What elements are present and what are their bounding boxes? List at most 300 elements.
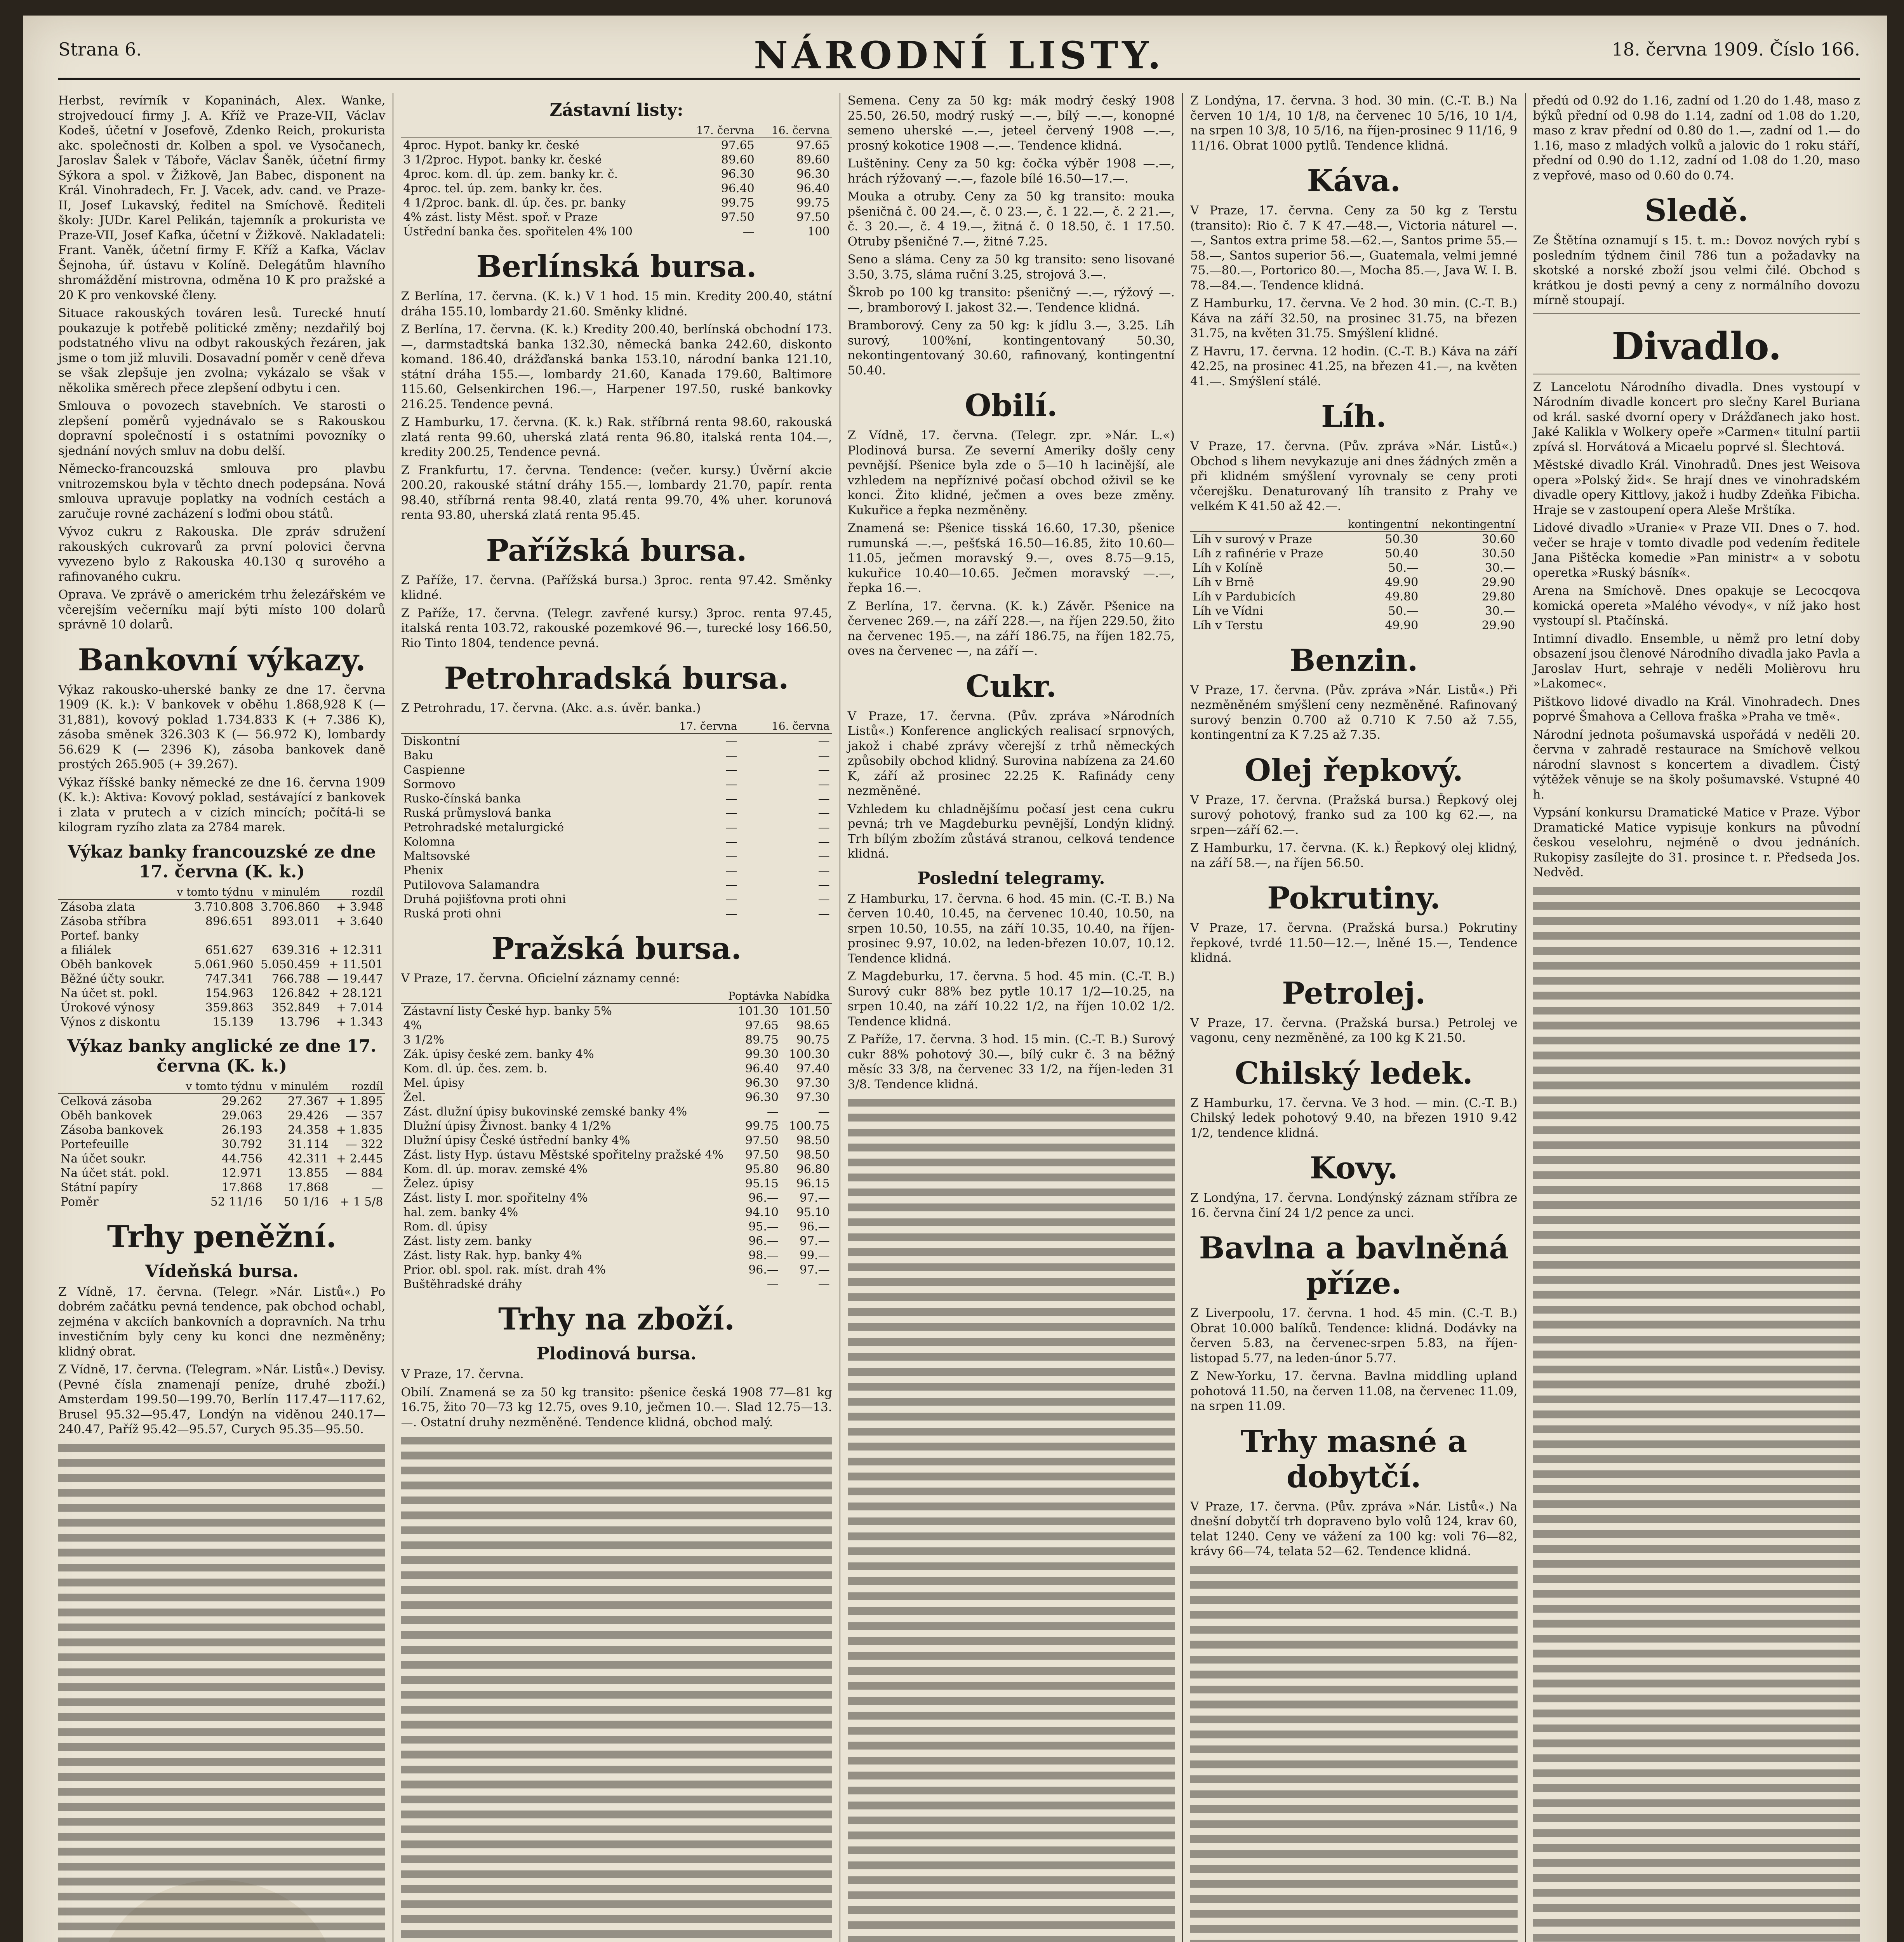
table-cell: 29.90	[1481, 618, 1515, 632]
article-paragraph: Lidové divadlo »Uranie« v Praze VII. Dnes o 7. hod. večer se hraje v tomto divadle pod vedením ředitele Jana Pištěcka komedie »Pan ministr« a v sobotu operetka »Ruský básník«.	[1533, 521, 1860, 580]
table-cell: 893.011	[271, 914, 320, 928]
table-cell: 95.80	[745, 1162, 779, 1176]
table-cell: Mel. úpisy	[403, 1076, 465, 1090]
table-row	[58, 1108, 385, 1123]
column-4	[1190, 93, 1517, 1942]
article-paragraph: Z Hamburku, 17. června. (K. k.) Řepkový olej klidný, na září 58.—, na říjen 56.50.	[1190, 841, 1518, 870]
table-heading: Výkaz banky francouzské ze dne 17. června (K. k.)	[68, 842, 376, 882]
subsection-heading: Vídeňská bursa.	[145, 1261, 299, 1281]
table-header-cell: v minulém	[265, 1079, 331, 1094]
article-paragraph: V Praze, 17. června. (Pražská bursa.) Petrolej ve vagonu, ceny nezměněné, za 100 kg K 21.50.	[1190, 1016, 1518, 1045]
article-paragraph: Z Vídně, 17. června. (Telegr. zpr. »Nár. L.«) Plodinová bursa. Ze severní Ameriky došly ceny pevnější. Pšenice byla zde o 5—10 h lacinější, ale vzhledem na nepříznivé počasí obchod oživil se ke konci. Žito klidné, ječmen a oves beze změny. Kukuřice a řepka nezměněny.	[847, 428, 1175, 517]
table-cell: + 11.501	[329, 957, 383, 971]
table-cell: 97.50	[745, 1134, 779, 1147]
table-cell: 359.863	[205, 1001, 254, 1015]
table-row	[401, 835, 832, 849]
article-paragraph: Obilí. Znamená se za 50 kg transito: pšenice česká 1908 77—81 kg 16.75, žito 70—73 kg 12.75, oves 9.10, ječmen 10.—. Slad 12.75—13.—. Ostatní druhy nezměněné. Tendence klidná, obchod malý.	[401, 1385, 832, 1429]
section-heading: Olej řepkový.	[1244, 752, 1463, 788]
table-cell: —	[742, 225, 755, 238]
article-paragraph: V Praze, 17. června. Ceny za 50 kg z Terstu (transito): Rio č. 7 K 47.—48.—, Victoria náturel —.—, Santos extra prime 58.—62.—, Santos prime 55.—58.—, Santos superior 56.—, Guatemala, velmi jemné 75.—80.—, Portorico 80.—, Mocha 85.—, Java W. I. B. 78.—84.—. Tendence klidná.	[1190, 204, 1518, 292]
table-cell: Caspienne	[403, 763, 465, 777]
table-cell: 12.971	[221, 1166, 263, 1180]
table-cell: 97.50	[745, 1148, 779, 1162]
section-heading: Bankovní výkazy.	[78, 642, 366, 678]
table-row	[401, 210, 832, 224]
table-cell: 96.30	[796, 167, 830, 181]
table-row	[401, 777, 832, 792]
table-row	[58, 914, 385, 929]
table-pledge-bonds	[401, 123, 832, 239]
table-header-row	[401, 719, 832, 734]
table-row	[401, 1191, 832, 1205]
table-cell: hal. zem. banky 4%	[403, 1206, 518, 1219]
table-row	[401, 1176, 832, 1191]
table-cell: 99.75	[745, 1119, 779, 1133]
article-paragraph: Z Magdeburku, 17. června. 5 hod. 45 min. (C.-T. B.) Surový cukr 88% bez pytle 10.17 1/2—10.25, na srpen 10.40, na září 10.22 1/2, na říjen 10.02 1/2. Tendence klidná.	[847, 969, 1175, 1028]
table-cell: —	[818, 763, 830, 777]
article-paragraph: Vzhledem ku chladnějšímu počasí jest cena cukru pevná; trh ve Magdeburku pevnější, Londýn klidný. Trh bílým zbožím zůstává stranou, celková tendence klidná.	[847, 802, 1175, 861]
table-row	[401, 806, 832, 820]
table-row	[58, 957, 385, 972]
table-row	[401, 1133, 832, 1148]
table-cell: 639.316	[271, 943, 320, 957]
table-header-cell: v minulém	[256, 885, 322, 900]
article-paragraph: Německo-francouzská smlouva pro plavbu vnitrozemskou byla v těchto dnech podepsána. Nová smlouva upravuje poplatky na vodních cestách a zaručuje rovné zacházení s loďmi obou států.	[58, 462, 386, 521]
table-header-cell: kontingentní	[1339, 517, 1421, 532]
table-cell: Ruská proti ohni	[403, 907, 501, 921]
table-cell: 24.358	[287, 1123, 329, 1137]
table-cell: Želez. úpisy	[403, 1177, 474, 1190]
article-paragraph: Z Londýna, 17. června. Londýnský záznam stříbra ze 16. června činí 24 1/2 pence za unci.	[1190, 1191, 1518, 1220]
table-row	[401, 153, 832, 167]
table-header-cell: 16. června	[740, 719, 832, 734]
article-paragraph: Znamená se: Pšenice tisská 16.60, 17.30, pšenice rumunská —.—, pešťská 16.50—16.85, žito 10.60—11.05, ječmen moravský 9.—, oves 8.75—9.15, kukuřice 10.40—10.65. Ječmen moravský —.—, řepka 16.—.	[847, 521, 1175, 595]
table-cell: 101.30	[737, 1004, 779, 1018]
section-heading: Divadlo.	[1612, 324, 1782, 368]
table-cell	[171, 929, 256, 943]
table-cell: 29.426	[287, 1108, 329, 1122]
section-heading: Trhy na zboží.	[498, 1302, 735, 1337]
table-cell: —	[818, 835, 830, 849]
table-row	[401, 734, 832, 748]
article-paragraph: Z New-Yorku, 17. června. Bavlna middling upland pohotová 11.50, na červen 11.08, na červenec 11.09, na srpen 11.09.	[1190, 1369, 1518, 1413]
table-cell: —	[818, 777, 830, 791]
table-cell: 97.—	[799, 1191, 830, 1205]
column-5	[1533, 93, 1860, 1942]
table-row	[401, 1090, 832, 1105]
table-cell: —	[818, 806, 830, 820]
section-heading: Berlínská bursa.	[476, 249, 757, 284]
table-cell: 97.30	[796, 1076, 830, 1090]
divider	[1533, 313, 1860, 314]
table-row	[401, 1004, 832, 1018]
table-cell: 97.65	[721, 139, 755, 152]
table-row	[401, 1205, 832, 1220]
table-cell: Zást. dlužní úpisy bukovinské zemské banky 4%	[403, 1105, 687, 1119]
table-row	[58, 900, 385, 914]
table-cell: 17.868	[221, 1180, 263, 1194]
table-cell: Diskontní	[403, 734, 460, 748]
table-row	[401, 892, 832, 907]
table-cell: 766.788	[271, 972, 320, 986]
table-cell: 15.139	[212, 1015, 254, 1029]
table-row	[401, 863, 832, 878]
table-cell: 29.063	[221, 1108, 263, 1122]
table-header-cell: v tomto týdnu	[179, 1079, 265, 1094]
article-paragraph: Situace rakouských továren lesů. Turecké hnutí poukazuje k potřebě politické změny; nezdařilý boj podstatného vlivu na odbyt rakouských řezáren, jak jsme o tom již mluvili. Dosavadní poměr v ceně dřeva se však zlepšuje jen zvolna; vykázalo se však v několika směrech přece zlepšení odbytu i cen.	[58, 306, 386, 395]
section-heading: Chilský ledek.	[1235, 1055, 1473, 1091]
page-header	[58, 31, 1860, 80]
article-paragraph: Z Liverpoolu, 17. června. 1 hod. 45 min. (C.-T. B.) Obrat 10.000 balíků. Tendence: klidná. Dodávky na červen 5.83, na červenec-srpen 5.83, na říjen-listopad 5.77, na leden-únor 5.77.	[1190, 1306, 1518, 1365]
table-cell: 29.90	[1481, 575, 1515, 589]
table-cell: 98.—	[748, 1249, 779, 1262]
table-cell: —	[725, 748, 737, 762]
section-heading: Trhy masné a dobytčí.	[1240, 1423, 1468, 1495]
table-cell: —	[725, 777, 737, 791]
table-row	[58, 929, 385, 943]
table-cell: + 3.640	[336, 914, 383, 928]
table-row	[401, 1248, 832, 1263]
table-cell: 29.262	[221, 1094, 263, 1108]
article-paragraph: Herbst, revírník v Kopaninách, Alex. Wanke, strojvedoucí firmy J. A. Kříž ve Praze-VII, Václav Kodeš, účetní v Josefově, Zdenko Reich, prokurista akc. společnosti dr. Kolben a spol. ve Vysočanech, Jaroslav Šalek v Táboře, Václav Šaněk, účetní firmy Sýkora a spol. v Žižkově, Jan Babec, disponent na Král. Vinohradech, Fr. J. Vacek, adv. cand. ve Praze-II, Josef Lukavský, ředitel na Smíchově. Řediteli školy: JUDr. Karel Pelikán, tajemník a prokurista ve Praze-VII, Josef Kafka, účetní v Žižkově. Nakladateli: Frant. Vaněk, účetní firmy F. Kříž a Kafka, Václav Šejnoha, úř. ústavu v Kolíně. Delegátům hlavního shromáždění mistrovna, odměna 10 K pro pražské a 20 K pro venkovské členy.	[58, 94, 386, 302]
table-row	[58, 972, 385, 986]
table-header-cell: rozdíl	[331, 1079, 386, 1094]
table-header-cell: v tomto týdnu	[171, 885, 256, 900]
table-cell: 4proc. kom. dl. úp. zem. banky kr. č.	[403, 167, 618, 181]
table-cell: —	[818, 748, 830, 762]
table-cell: 97.—	[799, 1234, 830, 1248]
table-cell: 50.—	[1388, 604, 1419, 618]
table-cell: 4proc. tel. úp. zem. banky kr. čes.	[403, 182, 603, 195]
table-cell: 98.65	[796, 1019, 830, 1032]
table-cell: 96.40	[721, 182, 755, 195]
article-paragraph: V Praze, 17. června. Oficielní záznamy cenné:	[401, 971, 680, 985]
table-cell: —	[818, 792, 830, 806]
table-cell: — 884	[345, 1166, 383, 1180]
table-cell: 99.75	[796, 196, 830, 210]
section-heading: Benzin.	[1290, 642, 1418, 678]
table-cell: Ústřední banka čes. spořitelen 4% 100	[403, 225, 633, 238]
table-cell: 30.50	[1481, 546, 1515, 560]
table-cell: Zásoba zlata	[61, 900, 136, 914]
table-cell: Na účet stát. pokl.	[61, 1166, 170, 1180]
table-cell: 13.855	[287, 1166, 329, 1180]
table-cell: 96.—	[748, 1263, 779, 1277]
table-cell: Celková zásoba	[61, 1094, 152, 1108]
table-row	[401, 1148, 832, 1162]
table-cell: Na účet st. pokl.	[61, 986, 158, 1000]
table-cell: 26.193	[221, 1123, 263, 1137]
article-paragraph: Mouka a otruby. Ceny za 50 kg transito: mouka pšeničná č. 00 24.—, č. 0 23.—, č. 1 22.—, č. 2 21.—, č. 3 20.—, č. 4 19.—, žitná č. 0 18.50, č. 1 17.50. Otruby pšeničné 7.—, žitné 7.25.	[847, 190, 1175, 249]
table-row	[401, 1263, 832, 1277]
table-cell: 30.792	[221, 1137, 263, 1151]
table-cell: 50.40	[1385, 546, 1419, 560]
article-paragraph: Z Havru, 17. června. 12 hodin. (C.-T. B.) Káva na září 42.25, na prosinec 41.25, na březen 41.—, na květen 41.—. Smýšlení stálé.	[1190, 344, 1518, 388]
table-cell: 4% zást. listy Měst. spoř. v Praze	[403, 211, 598, 224]
article-paragraph: Z Vídně, 17. června. (Telegr. »Nár. Listů«.) Po dobrém začátku pevná tendence, pak obchod ochabl, zejména v akciích bankovních a dopravních. Na trhu investičním byly ceny ku konci dne nezměněny; klidný obrat.	[58, 1284, 386, 1359]
table-row	[1190, 546, 1517, 561]
table-cell: Zást. listy Rak. hyp. banky 4%	[403, 1249, 582, 1262]
table-cell: 31.114	[287, 1137, 329, 1151]
table-cell: 17.868	[287, 1180, 329, 1194]
table-cell: Zásoba stříbra	[61, 914, 147, 928]
article-paragraph: Luštěniny. Ceny za 50 kg: čočka výběr 1908 —.—, hrách rýžovaný —.—, fazole bílé 16.50—17.—.	[847, 157, 1175, 186]
table-cell: Oběh bankovek	[61, 1108, 152, 1122]
table-cell: —	[818, 849, 830, 863]
table-row	[401, 878, 832, 892]
table-row	[401, 1061, 832, 1076]
table-row	[401, 196, 832, 210]
issue-date: 18. června 1909. Číslo 166.	[1612, 39, 1860, 60]
newspaper-page	[23, 16, 1887, 1942]
table-cell: Zásoba bankovek	[61, 1123, 163, 1137]
table-cell: 98.50	[796, 1148, 830, 1162]
table-cell: + 7.014	[336, 1001, 383, 1015]
article-paragraph: V Praze, 17. června. (Pražská bursa.) Řepkový olej surový pohotový, franko sud za 100 kg 62.—, na srpen—září 62.—.	[1190, 793, 1518, 837]
table-cell: 30.—	[1485, 561, 1515, 575]
table-row	[401, 1277, 832, 1291]
text-filler	[848, 1095, 1175, 1942]
table-cell: Rusko-čínská banka	[403, 792, 521, 806]
table-cell: 99.30	[745, 1048, 779, 1061]
table-header-cell: 17. června	[647, 719, 740, 734]
table-cell: 651.627	[205, 943, 254, 957]
table-cell: Buštěhradské dráhy	[403, 1277, 522, 1291]
table-row	[1190, 604, 1517, 618]
table-cell: —	[725, 835, 737, 849]
article-paragraph: Intimní divadlo. Ensemble, u němž pro letní doby obsazení jsou členové Národního divadla jako Pavla a Jaroslav Hurt, sehraje v neděli Molièrovu hru »Lakomec«.	[1533, 632, 1860, 691]
table-cell: —	[725, 849, 737, 863]
article-paragraph: Oprava. Ve zprávě o americkém trhu železářském ve včerejším večerníku mají býti místo 100 dolarů správně 10 dolarů.	[58, 588, 386, 632]
table-cell: 96.—	[748, 1191, 779, 1205]
table-row	[58, 1094, 385, 1108]
table-row	[401, 1105, 832, 1119]
section-heading: Pařížská bursa.	[486, 532, 747, 568]
article-paragraph: V Praze, 17. června.	[401, 1367, 524, 1381]
table-row	[58, 1001, 385, 1015]
table-header-cell: rozdíl	[322, 885, 386, 900]
table-cell: 97.65	[745, 1019, 779, 1032]
table-row	[401, 1119, 832, 1133]
text-filler	[1190, 1562, 1517, 1942]
article-paragraph: Z Vídně, 17. června. (Telegram. »Nár. Listů«.) Devisy. (Pevné čísla znamenají peníze, druhé zboží.) Amsterdam 199.50—199.70, Berlín 117.47—117.62, Brusel 95.32—95.47, Londýn na viděnou 240.17—240.47, Paříž 95.42—95.57, Curych 95.35—95.50.	[58, 1363, 386, 1436]
table-row	[1190, 532, 1517, 546]
table-spirits	[1190, 517, 1517, 633]
table-row	[58, 1137, 385, 1152]
table-header-cell: 17. června	[682, 123, 757, 138]
table-cell: 96.30	[745, 1076, 779, 1090]
article-paragraph: Bramborový. Ceny za 50 kg: k jídlu 3.—, 3.25. Líh surový, 100%ní, kontingentovaný 50.30, nekontingentovaný 30.60, rafinovaný, kontingentní 50.40.	[847, 318, 1175, 378]
table-cell: 100.30	[789, 1048, 830, 1061]
table-cell: 4proc. Hypot. banky kr. české	[403, 139, 579, 152]
table-cell: 97.30	[796, 1091, 830, 1104]
table-row	[401, 792, 832, 806]
column-2	[401, 93, 832, 1942]
table-cell: 49.80	[1385, 590, 1419, 604]
table-cell: a filiálek	[61, 943, 111, 957]
table-cell: Líh v Brně	[1193, 575, 1254, 589]
article-paragraph: Pištkovo lidové divadlo na Král. Vinohradech. Dnes poprvé Šmahova a Cellova fraška »Praha ve tmě«.	[1533, 694, 1860, 724]
article-paragraph: V Praze, 17. června. (Pražská bursa.) Pokrutiny řepkové, tvrdé 11.50—12.—, lněné 15.—, Tendence klidná.	[1190, 921, 1518, 965]
table-row	[58, 1015, 385, 1029]
table-header-cell: Poptávka	[726, 989, 781, 1004]
table-cell: 97.40	[796, 1062, 830, 1075]
table-cell: Portefeuille	[61, 1137, 129, 1151]
article-paragraph: Výkaz rakousko-uherské banky ze dne 17. června 1909 (K. k.): V bankovek v oběhu 1.868,928 K (— 31,881), kovový poklad 1.734.833 K (+ 7.386 K), zásoba směnek 326.303 K (— 56.972 K), lombardy 56.629 K (— 2396 K), zásoba bankovek daně prostých 265.905 (+ 39.267).	[58, 682, 386, 771]
table-cell: —	[818, 1105, 830, 1119]
table-cell: 97.50	[721, 211, 755, 224]
article-paragraph: Z Berlína, 17. června. (K. k.) Závěr. Pšenice na červenec 269.—, na září 228.—, na říjen 229.50, žito na červenec 195.—, na září 186.75, na říjen 182.75, oves na červenec —, na září —.	[847, 599, 1175, 658]
article-paragraph: Městské divadlo Král. Vinohradů. Dnes jest Weisova opera »Polský žid«. Se hrají dnes ve vinohradském divadle opery Kittlovy, jakož i hudby Zdeňka Fibicha. Hraje se v zastoupení opera Aleše Mrštíka.	[1533, 458, 1860, 517]
table-cell: Líh ve Vídni	[1193, 604, 1264, 618]
article-paragraph: Semena. Ceny za 50 kg: mák modrý český 1908 25.50, 26.50, modrý ruský —.—, bílý —.—, konopné semeno uherské —.—, jeteel červený 1908 —.—, prosný kokotice 1908 —.—. Tendence klidná.	[847, 94, 1175, 153]
table-cell: Líh v Kolíně	[1193, 561, 1263, 575]
table-cell: —	[818, 1277, 830, 1291]
table-row	[401, 181, 832, 196]
table-cell: Kolomna	[403, 835, 455, 849]
table-cell: + 1.835	[336, 1123, 383, 1137]
article-paragraph: Seno a sláma. Ceny za 50 kg transito: seno lisované 3.50, 3.75, sláma ruční 3.25, strojová 3.—.	[847, 252, 1175, 282]
table-row	[58, 1166, 385, 1180]
table-cell: 96.40	[745, 1062, 779, 1075]
table-header-cell: 16. června	[757, 123, 832, 138]
table-cell: Putilovova Salamandra	[403, 878, 540, 892]
table-cell	[256, 929, 322, 943]
table-cell: 126.842	[271, 986, 320, 1000]
table-cell: Rom. dl. úpisy	[403, 1220, 487, 1234]
table-cell: 96.—	[799, 1220, 830, 1234]
table-cell: —	[818, 734, 830, 748]
table-row	[401, 138, 832, 153]
table-row	[401, 1162, 832, 1176]
table-cell: 44.756	[221, 1152, 263, 1166]
table-cell: 96.80	[796, 1162, 830, 1176]
table-cell: + 2.445	[336, 1152, 383, 1166]
section-heading: Káva.	[1307, 163, 1401, 198]
section-heading: Líh.	[1321, 399, 1387, 434]
table-cell: 96.30	[721, 167, 755, 181]
table-cell: Úrokové výnosy	[61, 1001, 155, 1015]
table-row	[58, 1195, 385, 1209]
table-cell: Kom. dl. úp. morav. zemské 4%	[403, 1162, 588, 1176]
table-cell: 97.—	[799, 1263, 830, 1277]
table-cell: 100	[807, 225, 830, 238]
table-cell: 99.—	[799, 1249, 830, 1262]
table-cell: 96.15	[796, 1177, 830, 1190]
table-cell: 4 1/2proc. bank. dl. úp. čes. pr. banky	[403, 196, 626, 210]
table-cell: Druhá pojišťovna proti ohni	[403, 892, 566, 906]
article-paragraph: Z Paříže, 17. června. (Pařížská bursa.) 3proc. renta 97.42. Směnky klidné.	[401, 573, 832, 602]
article-paragraph: V Praze, 17. června. (Pův. zpráva »Nár. Listů«.) Na dnešní dobytčí trh dopraveno bylo volů 124, krav 60, telat 1240. Ceny ve vážení za 100 kg: voli 76—82, krávy 66—74, telata 52—62. Tendence klidná.	[1190, 1499, 1518, 1558]
column-1	[58, 93, 385, 1942]
table-cell: 49.90	[1385, 618, 1419, 632]
table-row	[401, 748, 832, 763]
table-cell: 89.75	[745, 1033, 779, 1047]
table-cell: 49.90	[1385, 575, 1419, 589]
table-cell: —	[818, 892, 830, 906]
article-paragraph: Z Frankfurtu, 17. června. Tendence: (večer. kursy.) Úvěrní akcie 200.20, rakouské státní dráhy 155.—, lombardy 21.70, papír. renta 98.40, stříbrná renta 98.40, zlatá renta 99.70, 4% uher. korunová renta 93.80, uherská zlatá renta 95.45.	[401, 463, 832, 522]
table-cell: Zák. úpisy české zem. banky 4%	[403, 1048, 594, 1061]
table-cell: —	[818, 907, 830, 921]
table-cell: Líh v Terstu	[1193, 618, 1263, 632]
table-cell: —	[818, 863, 830, 877]
table-row	[1190, 561, 1517, 575]
table-cell: 3 1/2proc. Hypot. banky kr. české	[403, 153, 602, 167]
table-cell: —	[725, 763, 737, 777]
table-cell: 30.60	[1481, 532, 1515, 546]
table-row	[1190, 590, 1517, 604]
subsection-heading: Plodinová bursa.	[536, 1344, 697, 1364]
table-cell: Zást. listy zem. banky	[403, 1234, 532, 1248]
section-heading: Trhy peněžní.	[107, 1219, 337, 1255]
table-header-row	[401, 123, 832, 138]
table-cell: Maltsovské	[403, 849, 470, 863]
table-cell: + 1.343	[336, 1015, 383, 1029]
column-3	[848, 93, 1175, 1942]
article-paragraph: Vypsání konkursu Dramatické Matice v Praze. Výbor Dramatické Matice vypisuje konkurs na původní českou veselohru, nejméně o dvou jednáních. Rukopisy zasílejte do 31. prosince t. r. Předseda Jos. Nedvěd.	[1533, 806, 1860, 879]
table-cell: Kom. dl. úp. čes. zem. b.	[403, 1062, 548, 1075]
table-cell: —	[767, 1105, 779, 1119]
table-cell: 95.15	[745, 1177, 779, 1190]
article-paragraph: Národní jednota pošumavská uspořádá v neděli 20. června v zahradě restaurace na Smíchově velkou národní slavnost s koncertem a divadlem. Čistý výtěžek věnuje se na školy pošumavské. Vstupné 40 h.	[1533, 727, 1860, 802]
article-paragraph: Výkaz říšské banky německé ze dne 16. června 1909 (K. k.): Aktiva: Kovový poklad, sestávající z bankovek i zlata v prutech a v cizích mincích; počítá-li se kilogram ryzího zlata za 2784 marek.	[58, 775, 386, 834]
table-cell: 52 11/16	[210, 1195, 263, 1209]
table-cell: Petrohradské metalurgické	[403, 820, 564, 834]
table-cell: 30.—	[1485, 604, 1515, 618]
table-row	[401, 1047, 832, 1061]
table-prague-bourse	[401, 989, 832, 1291]
table-cell: —	[725, 863, 737, 877]
table-heading: Výkaz banky anglické ze dne 17. června (K. k.)	[67, 1036, 377, 1076]
table-cell: 95.—	[748, 1220, 779, 1234]
table-row	[58, 1180, 385, 1195]
table-cell: + 1 5/8	[339, 1195, 383, 1209]
article-paragraph: Ze Štětína oznamují s 15. t. m.: Dovoz nových rybí s posledním týdnem činil 786 tun a požadavky na skotské a norské zboží jsou velmi čilé. Obchod s krátkou je dosti pevný a ceny z normálního dovozu mírně stoupají.	[1533, 233, 1860, 307]
table-cell: —	[725, 792, 737, 806]
table-cell: 5.061.960	[194, 957, 254, 971]
table-cell: + 1.895	[336, 1094, 383, 1108]
text-filler	[58, 1440, 385, 1942]
table-row	[58, 1152, 385, 1166]
table-cell: 29.80	[1481, 590, 1515, 604]
table-cell: 896.651	[205, 914, 254, 928]
article-paragraph: Škrob po 100 kg transito: pšeničný —.—, rýžový —.—, bramborový I. jakost 32.—. Tendence klidná.	[847, 285, 1175, 315]
table-row	[401, 820, 832, 835]
section-heading: Pokrutiny.	[1267, 881, 1441, 916]
table-cell: 27.367	[287, 1094, 329, 1108]
article-paragraph: Z Hamburku, 17. června. Ve 3 hod. — min. (C.-T. B.) Chilský ledek pohotový 9.40, na březen 1910 9.42 1/2, tendence klidná.	[1190, 1096, 1518, 1140]
table-header-cell	[58, 885, 171, 900]
table-cell: 50.30	[1385, 532, 1419, 546]
table-cell: 89.60	[721, 153, 755, 167]
table-row	[401, 1234, 832, 1248]
table-cell: 5.050.459	[261, 957, 320, 971]
table-cell: 95.10	[796, 1206, 830, 1219]
table-row	[401, 1018, 832, 1033]
table-cell: 50 1/16	[283, 1195, 329, 1209]
table-cell: 3 1/2%	[403, 1033, 444, 1047]
text-filler	[1533, 883, 1860, 1942]
table-header-row	[58, 885, 385, 900]
article-paragraph: Z Petrohradu, 17. června. (Akc. a.s. úvěr. banka.)	[401, 701, 701, 715]
table-header-row	[401, 989, 832, 1004]
table-row	[401, 1076, 832, 1090]
table-cell: 97.65	[796, 139, 830, 152]
table-cell: Žel.	[403, 1091, 426, 1104]
table-cell: Dlužní úpisy České ústřední banky 4%	[403, 1134, 630, 1147]
table-cell: 96.30	[745, 1091, 779, 1104]
article-paragraph: Vývoz cukru z Rakouska. Dle zpráv sdružení rakouských cukrovarů za první polovici června vyvezeno bylo z Rakouska 40.130 q surového a rafinovaného cukru.	[58, 525, 386, 584]
